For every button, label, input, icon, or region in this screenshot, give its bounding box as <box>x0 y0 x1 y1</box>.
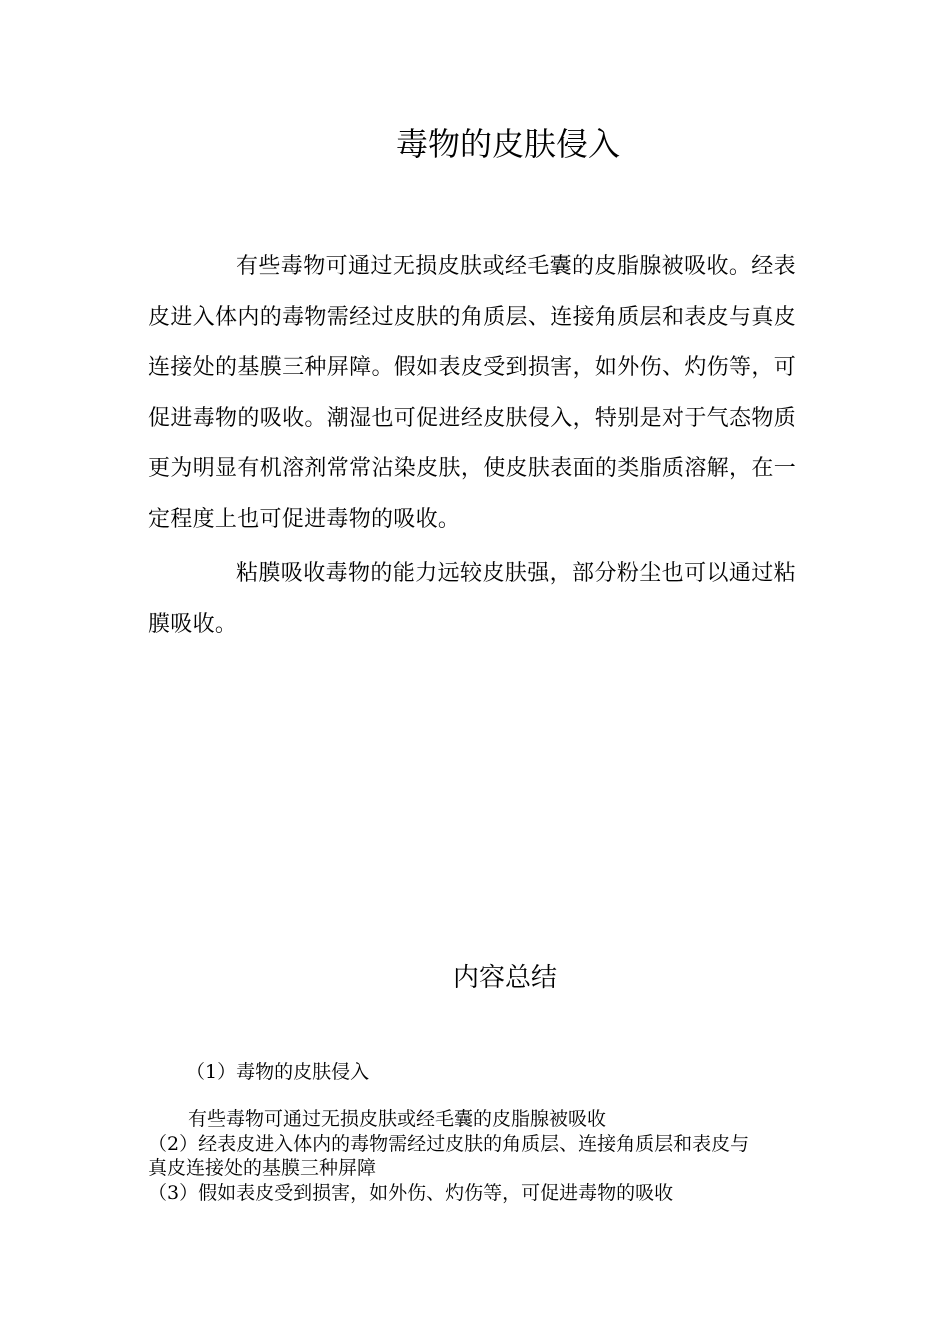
summary-heading: 内容总结 <box>452 963 557 993</box>
summary-item-3: （3）假如表皮受到损害，如外伤、灼伤等，可促进毒物的吸收 <box>148 1182 674 1204</box>
body-paragraph-mucosa-absorption: 粘膜吸收毒物的能力远较皮肤强，部分粉尘也可以通过粘膜吸收。 <box>148 561 796 637</box>
body-paragraph-skin-absorption: 有些毒物可通过无损皮肤或经毛囊的皮脂腺被吸收。经表皮进入体内的毒物需经过皮肤的角质层、连接角质层和表皮与真皮连接处的基膜三种屏障。假如表皮受到损害，如外伤、灼伤等，可促进毒物的吸收。潮湿也可促进经皮肤侵入，特别是对于气态物质更为明显有机溶剂常常沾染皮肤，使皮肤表面的类脂质溶解，在一定程度上也可促进毒物的吸收。 <box>148 254 796 532</box>
summary-item-2-line-1: （2）经表皮进入体内的毒物需经过皮肤的角质层、连接角质层和表皮与 <box>148 1133 750 1155</box>
document-title: 毒物的皮肤侵入 <box>395 125 620 163</box>
summary-item-2-line-2: 真皮连接处的基膜三种屏障 <box>148 1157 377 1179</box>
summary-item-1: （1）毒物的皮肤侵入 <box>186 1061 370 1083</box>
summary-item-1-text: 有些毒物可通过无损皮肤或经毛囊的皮脂腺被吸收 <box>188 1108 607 1130</box>
